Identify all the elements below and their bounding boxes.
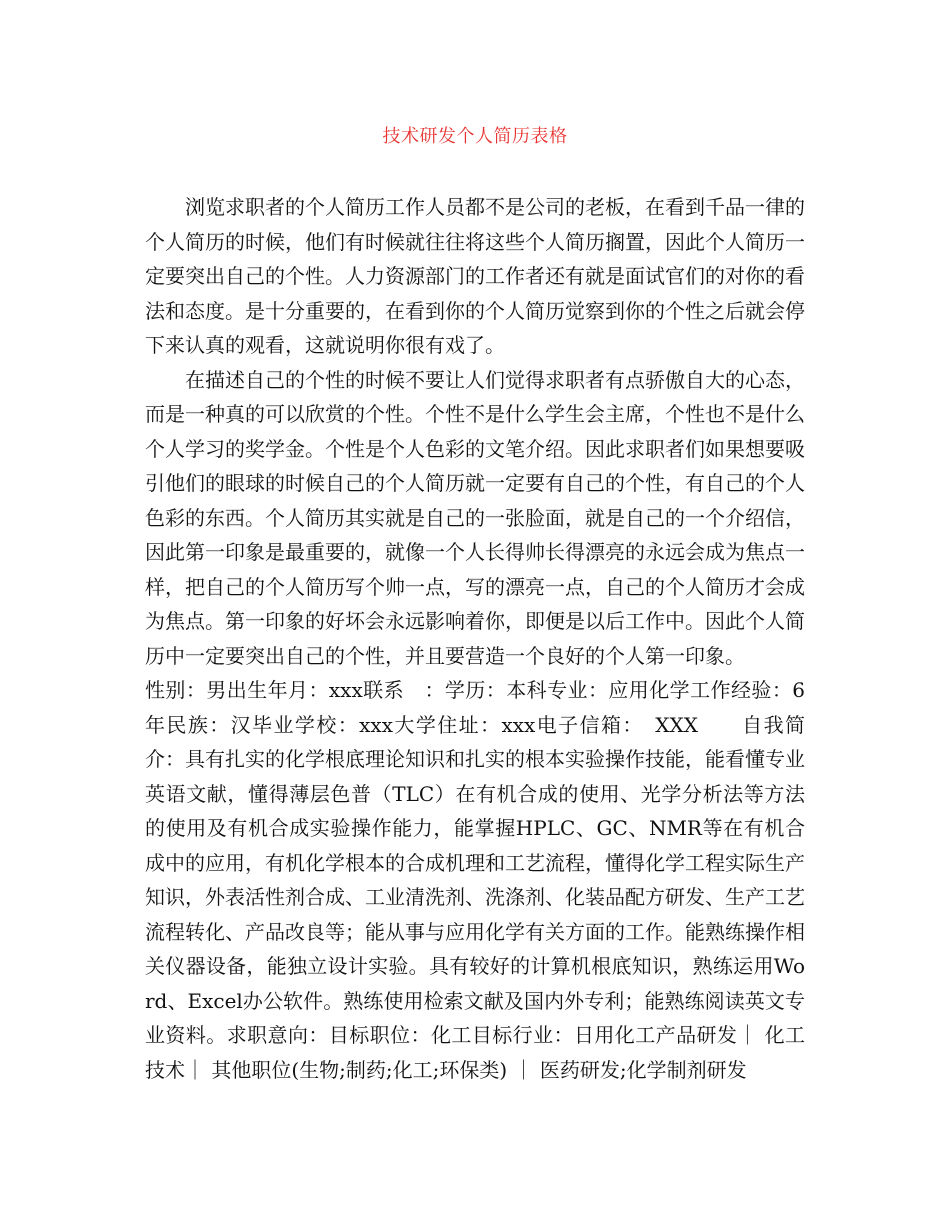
paragraph-intro: 浏览求职者的个人简历工作人员都不是公司的老板，在看到千品一律的个人简历的时候，他们有时候就往往将这些个人简历搁置，因此个人简历一定要突出自己的个性。人力资源部门的工作者还有就是面试官们的对你的看法和态度。是十分重要的，在看到你的个人简历觉察到你的个性之后就会停下来认真的观看，这就说明你很有戏了。 — [145, 195, 805, 357]
paragraph-resume-details: 性别：男出生年月：xxx联系 ：学历：本科专业：应用化学工作经验：6年民族：汉毕业学校：xxx大学住址：xxx电子信箱： XXX 自我简介：具有扎实的化学根底理论知识和扎实的根本实验操作技能，能看懂专业英语文献，懂得薄层色普（TLC）在有机合成的使用、光学分析法等方法的使用及有机合成实验操作能力，能掌握HPLC、GC、NMR等在有机合成中的应用，有机化学根本的合成机理和工艺流程，懂得化学工程实际生产知识，外表活性剂合成、工业清洗剂、洗涤剂、化装品配方研发、生产工艺流程转化、产品改良等；能从事与应用化学有关方面的工作。能熟练操作相关仪器设备，能独立设计实验。具有较好的计算机根底知识，熟练运用Word、Excel办公软件。熟练使用检索文献及国内外专利；能熟练阅读英文专业资料。求职意向：目标职位：化工目标行业：日用化工产品研发｜ 化工技术｜ 其他职位(生物;制药;化工;环保类) ｜ 医药研发;化学制剂研发 — [145, 678, 805, 1082]
document-body — [145, 190, 805, 1087]
paragraph-personality: 在描述自己的个性的时候不要让人们觉得求职者有点骄傲自大的心态，而是一种真的可以欣赏的个性。个性不是什么学生会主席，个性也不是什么个人学习的奖学金。个性是个人色彩的文笔介绍。因此求职者们如果想要吸引他们的眼球的时候自己的个人简历就一定要有自己的个性，有自己的个人色彩的东西。个人简历其实就是自己的一张脸面，就是自己的一个介绍信，因此第一印象是最重要的，就像一个人长得帅长得漂亮的永远会成为焦点一样，把自己的个人简历写个帅一点，写的漂亮一点，自己的个人简历才会成为焦点。第一印象的好坏会永远影响着你，即便是以后工作中。因此个人简历中一定要突出自己的个性，并且要营造一个良好的个人第一印象。 — [145, 367, 805, 668]
document-title: 技术研发个人简历表格 — [382, 126, 568, 147]
